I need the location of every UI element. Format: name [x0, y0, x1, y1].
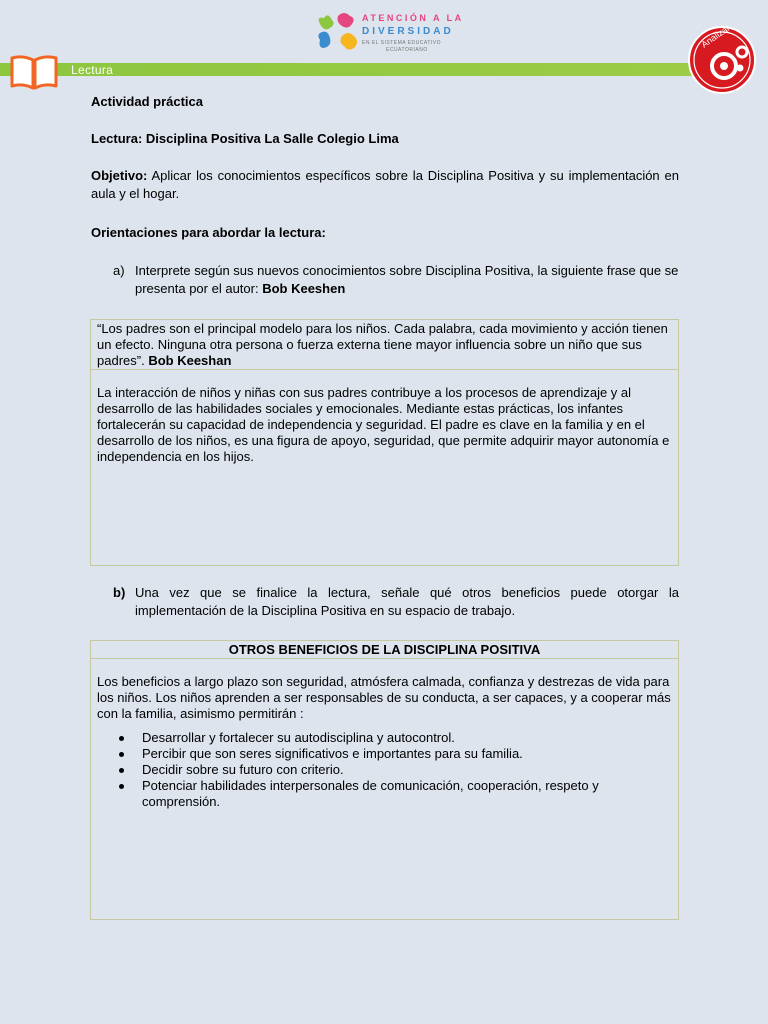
benefits-intro: Los beneficios a largo plazo son seguridad, atmósfera calmada, confianza y destrezas de vida para los niños. Los niños aprenden a ser responsables de su conducta, a ser capaces, y a cooperar más con la familia, asimismo permitirán :	[97, 674, 671, 721]
list-item: Desarrollar y fortalecer su autodisciplina y autocontrol.	[97, 730, 672, 746]
open-book-icon	[9, 52, 59, 92]
item-a-author: Bob Keeshen	[262, 281, 346, 296]
item-b-text: Una vez que se finalice la lectura, señale qué otros beneficios puede otorgar la implementación de la Disciplina Positiva en su espacio de trabajo.	[135, 585, 679, 618]
item-b-marker: b)	[113, 585, 126, 600]
item-a-paragraph	[135, 262, 679, 298]
list-item: Percibir que son seres significativos e importantes para su familia.	[97, 746, 672, 762]
objective-paragraph	[91, 167, 679, 203]
benefits-list	[97, 730, 672, 810]
quote-box	[90, 319, 679, 566]
benefits-box	[90, 640, 679, 920]
analizar-badge-icon	[684, 20, 760, 96]
quote-text: “Los padres son el principal modelo para los niños. Cada palabra, cada movimiento y acción tienen un efecto. Ninguna otra persona o fuerza externa tiene mayor influencia sobre un niño que sus padres”.	[97, 321, 668, 368]
objective-text: Aplicar los conocimientos específicos sobre la Disciplina Positiva y su implementación en aula y el hogar.	[91, 168, 679, 201]
orientations-heading: Orientaciones para abordar la lectura:	[91, 225, 326, 240]
benefits-body	[91, 659, 678, 811]
diversity-logo-icon	[314, 10, 362, 58]
answer-a: La interacción de niños y niñas con sus padres contribuye a los procesos de aprendizaje y al desarrollo de las habilidades sociales y emocionales. Mediante estas prácticas, los infantes fortalecerán su capacidad de independencia y seguridad. El padre es clave en la familia y en el desarrollo de los niños, es una figura de apoyo, seguridad, que permite adquirir mayor autonomía e independencia en los hijos.	[97, 385, 670, 464]
logo-text-line2: DIVERSIDAD	[362, 26, 454, 37]
item-a-text: Interprete según sus nuevos conocimientos sobre Disciplina Positiva, la siguiente frase que se presenta por el autor:	[135, 263, 679, 296]
section-label: Lectura	[71, 63, 114, 77]
reading-title: Lectura: Disciplina Positiva La Salle Colegio Lima	[91, 131, 399, 146]
logo-text-line4: ECUATORIANO	[386, 47, 428, 53]
logo-text-line3: EN EL SISTEMA EDUCATIVO	[362, 40, 442, 46]
list-item: Potenciar habilidades interpersonales de comunicación, cooperación, respeto y comprensión.	[97, 778, 672, 810]
activity-title: Actividad práctica	[91, 94, 203, 109]
svg-text:Analizar: Analizar	[699, 22, 732, 50]
quote-author: Bob Keeshan	[148, 353, 232, 368]
item-a-marker: a)	[113, 263, 125, 278]
objective-label: Objetivo:	[91, 168, 148, 183]
logo-text-line1: ATENCIÓN A LA	[362, 13, 464, 23]
quote-row	[91, 320, 678, 370]
list-item: Decidir sobre su futuro con criterio.	[97, 762, 672, 778]
benefits-header: OTROS BENEFICIOS DE LA DISCIPLINA POSITIVA	[91, 641, 678, 659]
